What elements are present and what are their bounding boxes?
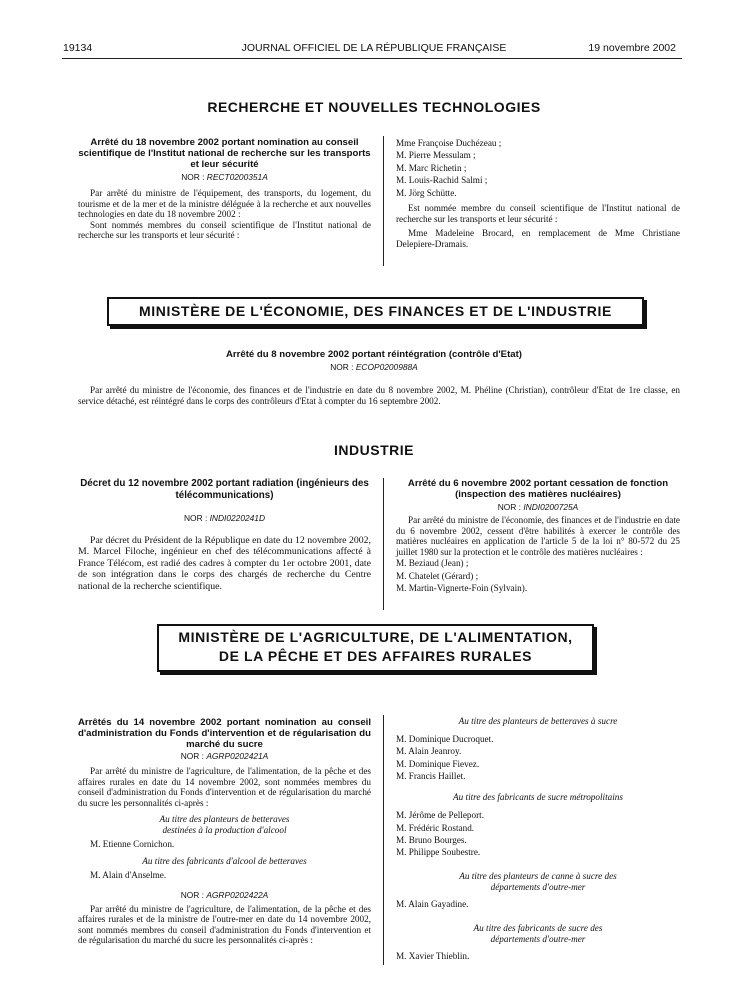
person-name: M. Chatelet (Gérard) ;: [396, 570, 479, 581]
member-name: M. Pierre Messulam ;: [396, 150, 476, 161]
member-name: Mme Françoise Duchézeau ;: [396, 138, 502, 148]
nor-reference: NOR : AGRP0202421A: [180, 751, 269, 761]
column-rule: [383, 478, 384, 610]
industrie-right-column: [396, 478, 680, 594]
person-name: M. Dominique Ducroquet.: [396, 733, 494, 744]
article-title: Arrêtés du 14 novembre 2002 portant nomination au conseil d'administration du Fonds d'intervention et de régularisation du marché du sucre: [78, 717, 371, 750]
person-name: M. Etienne Cornichon.: [90, 838, 175, 849]
person-name: M. Alain d'Anselme.: [90, 870, 167, 881]
header-rule: [62, 58, 682, 59]
nor-reference: NOR : RECT0200351A: [181, 172, 268, 182]
page-number: 19134: [63, 42, 93, 54]
section-title-recherche: RECHERCHE ET NOUVELLES TECHNOLOGIES: [207, 99, 541, 115]
article-title: Arrêté du 8 novembre 2002 portant réintégration (contrôle d'Etat): [225, 349, 522, 360]
column-rule: [383, 715, 384, 965]
paragraph: Par arrêté du ministre de l'économie, des finances et de l'industrie en date du 8 novembre 2002, M. Phéline (Christian), contrôleur d'Etat de 1re classe, en service détaché, est réintégré dans le corps des contrôleurs d'Etat à compter du 16 septembre 2002.: [78, 385, 680, 406]
nor-reference: NOR : ECOP0200988A: [330, 362, 418, 372]
person-name: M. Frédéric Rostand.: [396, 822, 475, 833]
member-name: M. Louis-Rachid Salmi ;: [396, 175, 488, 186]
article-title: Arrêté du 18 novembre 2002 portant nomination au conseil scientifique de l'Institut national de recherche sur les transports et leur sécurité: [78, 137, 371, 170]
person-name: M. Alain Gayadine.: [396, 899, 469, 910]
person-name: M. Alain Jeanroy.: [396, 746, 462, 757]
category-heading: Au titre des fabricants de sucre des départements d'outre-mer: [473, 922, 603, 944]
agriculture-left-column: [78, 717, 371, 946]
category-heading: Au titre des fabricants d'alcool de betteraves: [142, 856, 307, 867]
article-title: Décret du 12 novembre 2002 portant radiation (ingénieurs des télécommunications): [80, 478, 369, 501]
paragraph: Sont nommés membres du conseil scientifique de l'Institut national de recherche sur les transports et leur sécurité :: [78, 219, 371, 241]
section-title-economie: MINISTÈRE DE L'ÉCONOMIE, DES FINANCES ET DE L'INDUSTRIE: [107, 297, 644, 326]
paragraph: Par arrêté du ministre de l'économie, des finances et de l'industrie en date du 6 novembre 2002, cessent d'être habilités à exercer le contrôle des matières nucléaires en application de l'article 5 de la loi n° 80-572 du 25 juillet 1980 sur la protection et le contrôle des matières nucléaires :: [396, 515, 680, 557]
member-name: M. Jörg Schütte.: [396, 187, 457, 198]
recherche-left-column: [78, 137, 371, 241]
agriculture-right-column: [396, 716, 680, 963]
publication-date: 19 novembre 2002: [588, 42, 676, 54]
person-name: M. Xavier Thieblin.: [396, 951, 470, 962]
category-heading: Au titre des planteurs de canne à sucre des départements d'outre-mer: [459, 870, 617, 892]
nor-reference: NOR : AGRP0202422A: [180, 889, 269, 900]
paragraph: Par arrêté du ministre de l'agriculture, de l'alimentation, de la pêche et des affaires rurales et de la ministre de l'outre-mer en date du 14 novembre 2002, sont nommés membres du conseil d'administration du Fonds d'intervention et de régularisation du marché du sucre les personnalités ci-après :: [78, 903, 371, 946]
section-title-line: DE LA PÊCHE ET DES AFFAIRES RURALES: [218, 648, 533, 664]
nor-reference: NOR : INDI0200725A: [497, 502, 579, 512]
journal-title: JOURNAL OFFICIEL DE LA RÉPUBLIQUE FRANÇAISE: [241, 42, 507, 54]
nor-reference: NOR : INDI0220241D: [184, 513, 265, 523]
paragraph: Par arrêté du ministre de l'équipement, des transports, du logement, du tourisme et de la mer et de la ministre déléguée à la recherche et aux nouvelles technologies en date du 18 novembre 2002 :: [78, 188, 371, 220]
person-name: M. Francis Haillet.: [396, 771, 466, 782]
person-name: M. Beziaud (Jean) ;: [396, 558, 469, 569]
person-name: M. Martin-Vignerte-Foin (Sylvain).: [396, 582, 528, 593]
person-name: M. Jérôme de Pelleport.: [396, 810, 485, 821]
paragraph: Par décret du Président de la République en date du 12 novembre 2002, M. Marcel Filoche, ingénieur en chef des télécommunications affecté à France Télécom, est radié des cadres à compter du 1er octobre 2001, date de son intégration dans le corps des chargés de recherche du Centre national de la recherche scientifique.: [78, 535, 371, 592]
paragraph: Est nommée membre du conseil scientifique de l'Institut national de recherche sur les transports et leur sécurité :: [396, 203, 680, 224]
section-title-line: MINISTÈRE DE L'AGRICULTURE, DE L'ALIMENTATION,: [178, 629, 573, 645]
person-name: M. Dominique Fievez.: [396, 758, 480, 769]
category-heading: Au titre des fabricants de sucre métropolitains: [453, 792, 623, 803]
paragraph: Mme Madeleine Brocard, en remplacement de Mme Christiane Delepiere-Dramais.: [396, 228, 680, 249]
column-rule: [383, 136, 384, 266]
industrie-left-column: [78, 478, 371, 592]
category-heading: Au titre des planteurs de betteraves destinées à la production d'alcool: [159, 814, 290, 836]
member-name: M. Marc Richetin ;: [396, 162, 467, 173]
paragraph: Par arrêté du ministre de l'agriculture, de l'alimentation, de la pêche et des affaires rurales en date du 14 novembre 2002, sont nommées membres du conseil d'administration du Fonds d'intervention et de régularisation du marché du sucre les personnalités ci-après :: [78, 766, 371, 808]
person-name: M. Bruno Bourges.: [396, 835, 467, 846]
category-heading: Au titre des planteurs de betteraves à sucre: [458, 716, 618, 726]
article-title: Arrêté du 6 novembre 2002 portant cessation de fonction (inspection des matières nucléaires): [407, 478, 669, 500]
section-title-industrie: INDUSTRIE: [334, 442, 414, 458]
section-title-agriculture: [157, 624, 594, 672]
person-name: M. Philippe Soubestre.: [396, 847, 481, 858]
recherche-right-column: [396, 137, 680, 249]
